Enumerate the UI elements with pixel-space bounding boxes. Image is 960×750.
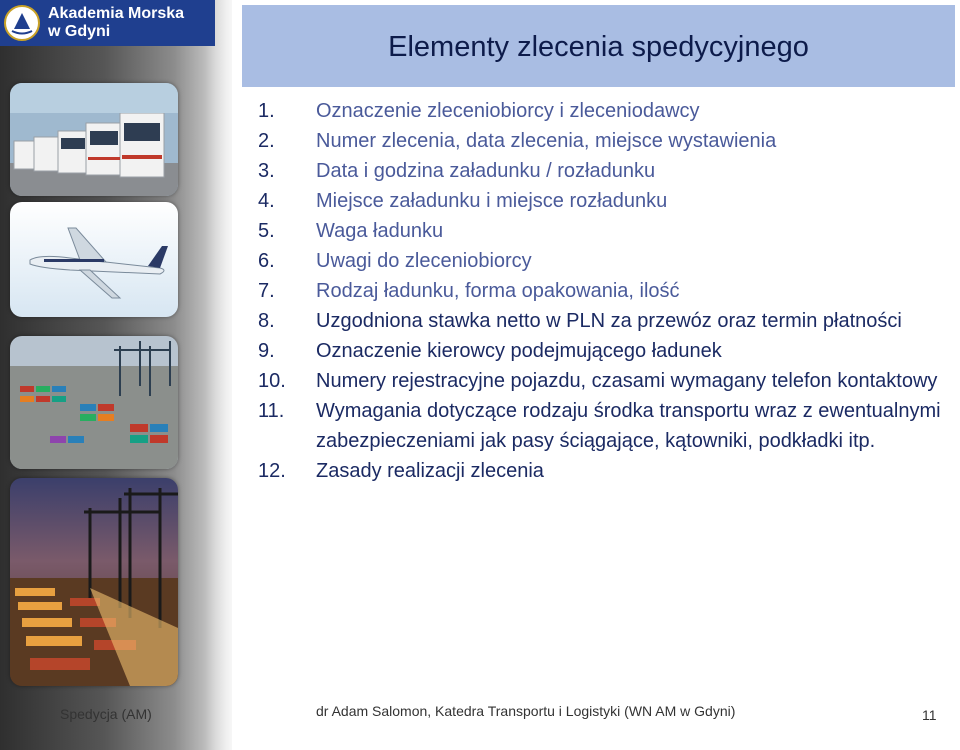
list-item-text: Numer zlecenia, data zlecenia, miejsce wystawienia xyxy=(316,130,777,152)
list-item-text: Zasady realizacji zlecenia xyxy=(316,460,544,482)
crest-icon xyxy=(4,3,40,43)
port-night-photo xyxy=(10,478,178,686)
list-item-number: 9. xyxy=(258,340,275,362)
list-item-number: 5. xyxy=(258,220,275,242)
list-item xyxy=(258,186,948,216)
container-terminal-photo xyxy=(10,336,178,469)
list-item-number: 6. xyxy=(258,250,275,272)
list-item-text: Data i godzina załadunku / rozładunku xyxy=(316,160,656,182)
sidebar-fade xyxy=(205,0,245,750)
list-item-number: 11. xyxy=(258,400,285,422)
list-item-text: Wymagania dotyczące rodzaju środka transportu wraz z ewentualnymi zabezpieczeniami jak pasy ściągające, kątowniki, podkładki itp. xyxy=(316,400,941,452)
list-item-number: 1. xyxy=(258,100,275,122)
list-item-number: 12. xyxy=(258,460,286,482)
university-logo xyxy=(0,0,215,46)
list-item xyxy=(258,336,948,366)
list-item-number: 7. xyxy=(258,280,275,302)
list-item xyxy=(258,276,948,306)
slide-title: Elementy zlecenia spedycyjnego xyxy=(388,31,809,63)
list-item xyxy=(258,96,948,126)
numbered-list xyxy=(258,96,948,486)
airplane-photo xyxy=(10,202,178,317)
logo-line1: Akademia Morska xyxy=(48,5,185,22)
list-item xyxy=(258,306,948,336)
title-bar xyxy=(242,5,955,87)
list-item xyxy=(258,126,948,156)
list-item-text: Waga ładunku xyxy=(316,220,444,242)
list-item-text: Uzgodniona stawka netto w PLN za przewóz oraz termin płatności xyxy=(316,310,902,332)
footer-author: dr Adam Salomon, Katedra Transportu i Logistyki (WN AM w Gdyni) xyxy=(316,703,736,719)
list-item-text: Oznaczenie zleceniobiorcy i zleceniodawcy xyxy=(316,100,700,122)
list-item-text: Oznaczenie kierowcy podejmującego ładunek xyxy=(316,340,722,362)
list-item xyxy=(258,246,948,276)
list-item xyxy=(258,216,948,246)
list-item-number: 10. xyxy=(258,370,286,392)
list-item-text: Rodzaj ładunku, forma opakowania, ilość xyxy=(316,280,680,302)
list-item-text: Numery rejestracyjne pojazdu, czasami wymagany telefon kontaktowy xyxy=(316,370,938,392)
trucks-photo xyxy=(10,83,178,196)
list-item xyxy=(258,396,948,456)
list-item-number: 4. xyxy=(258,190,275,212)
list-item xyxy=(258,366,948,396)
list-item-text: Miejsce załadunku i miejsce rozładunku xyxy=(316,190,668,212)
list-item-text: Uwagi do zleceniobiorcy xyxy=(316,250,532,272)
list-item xyxy=(258,456,948,486)
logo-line2: w Gdyni xyxy=(48,23,111,40)
list-item-number: 2. xyxy=(258,130,275,152)
list-item-number: 3. xyxy=(258,160,275,182)
footer-course: Spedycja (AM) xyxy=(60,706,152,722)
list-item-number: 8. xyxy=(258,310,275,332)
list-item xyxy=(258,156,948,186)
page-number: 11 xyxy=(922,707,937,723)
